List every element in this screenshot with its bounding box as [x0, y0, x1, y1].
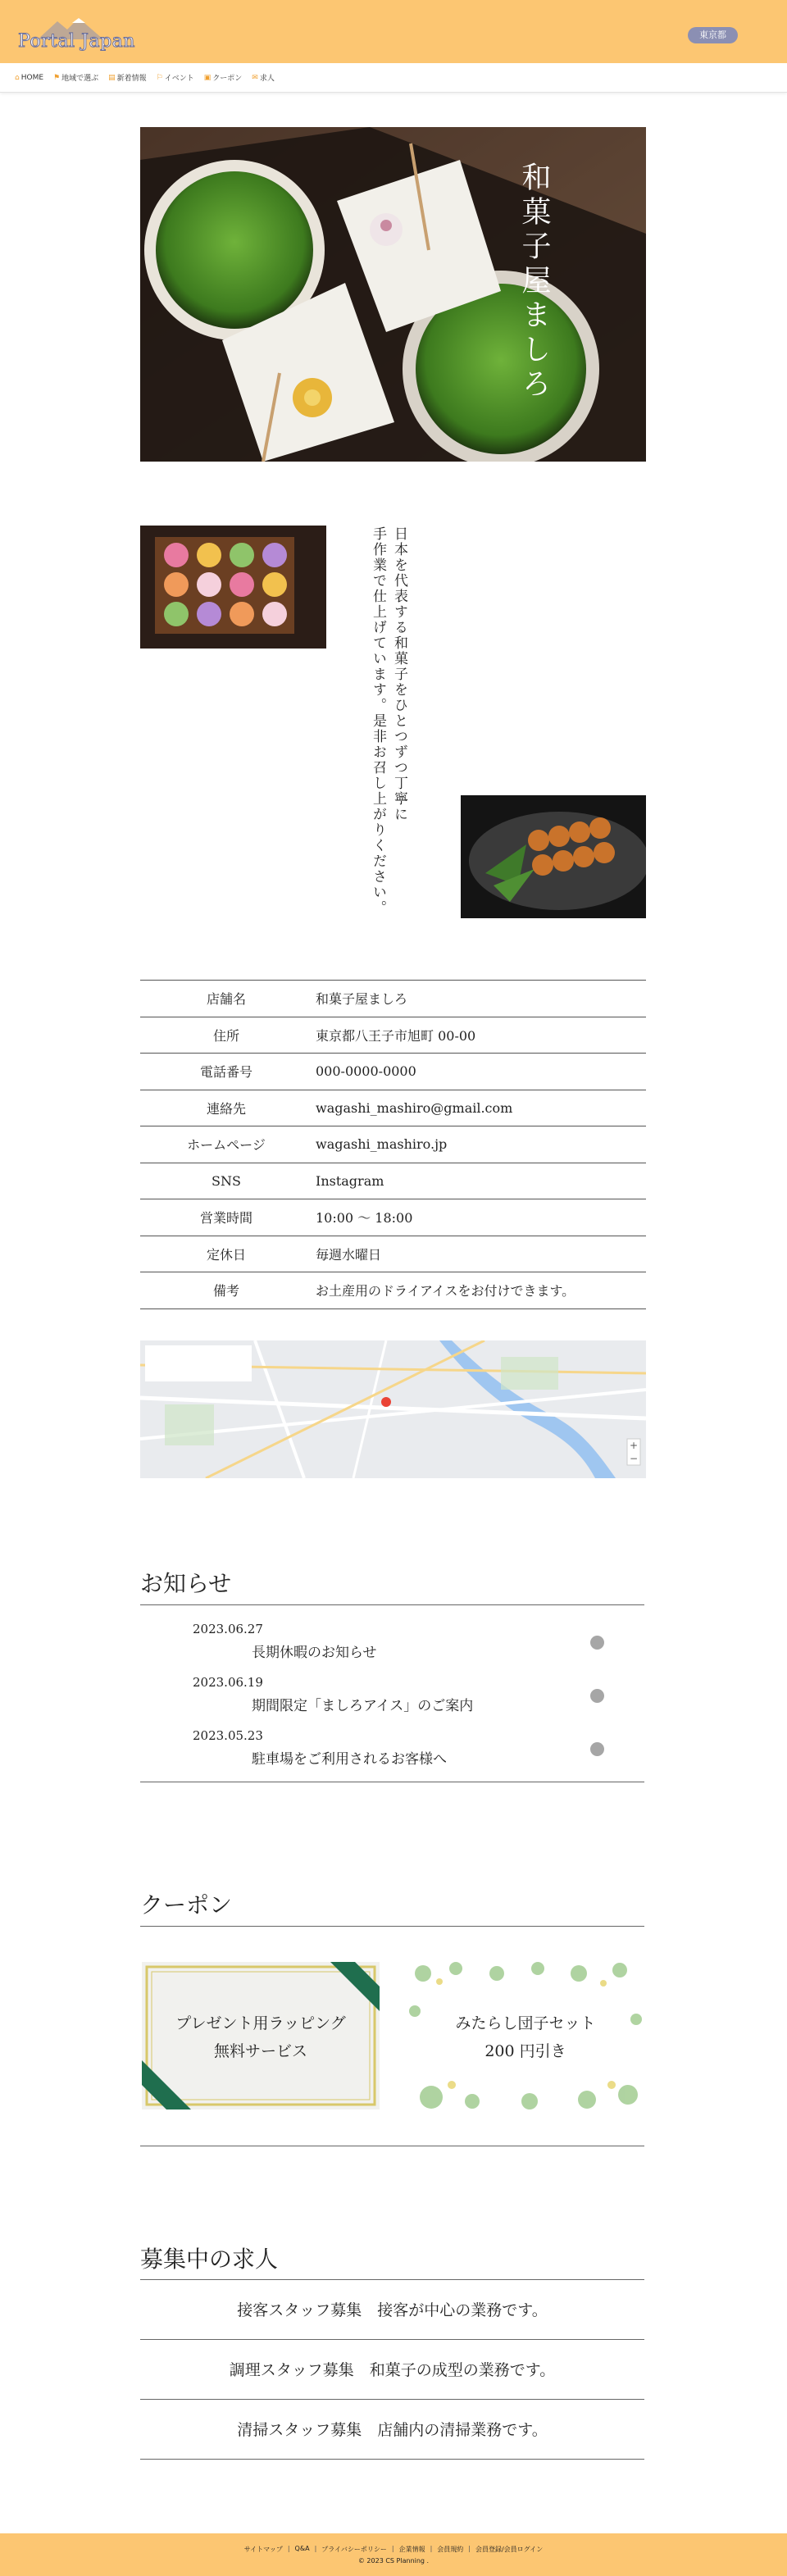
table-row: [140, 1017, 646, 1054]
news-title-rule: [140, 1604, 644, 1605]
shop-info-key: 定休日: [206, 1246, 246, 1263]
nav-home[interactable]: [15, 74, 43, 82]
nav-label: クーポン: [212, 75, 243, 83]
table-row: [140, 981, 646, 1017]
footer-separator: |: [314, 2545, 317, 2552]
dango-image: [461, 795, 646, 918]
table-row: [140, 1126, 646, 1163]
shop-info-value[interactable]: wagashi_mashiro.jp: [316, 1136, 448, 1153]
site-footer: [0, 2533, 787, 2576]
table-row: [140, 1199, 646, 1236]
coupon-line-1: みたらし団子セット: [455, 2014, 596, 2032]
nav-area[interactable]: [53, 72, 98, 83]
shop-intro: [367, 526, 410, 928]
footer-link-privacy[interactable]: プライバシーポリシー: [321, 2546, 387, 2553]
news-arrow-dot-icon: [590, 1689, 604, 1703]
prefecture-selector[interactable]: 東京都: [688, 27, 738, 43]
footer-link-sitemap[interactable]: サイトマップ: [243, 2546, 283, 2553]
news-item[interactable]: [193, 1675, 603, 1724]
hero-title: 和菓子屋ましろ: [517, 162, 551, 403]
job-listing[interactable]: [140, 2280, 644, 2340]
news-title: 期間限定「ましろアイス」のご案内: [252, 1698, 474, 1714]
nav-label: HOME: [20, 73, 44, 82]
footer-link-qa[interactable]: Q&A: [294, 2545, 310, 2552]
coupon-card-dango[interactable]: [407, 1962, 644, 2109]
table-row: [140, 1163, 646, 1199]
footer-link-company[interactable]: 企業情報: [398, 2546, 425, 2553]
coupon-line-1: プレゼント用ラッピング: [175, 2014, 346, 2032]
shop-info-key: 住所: [212, 1027, 239, 1044]
footer-separator: |: [287, 2545, 290, 2552]
footer-separator: |: [391, 2545, 394, 2552]
table-row: [140, 1054, 646, 1090]
matcha-wagashi-photo: [140, 127, 646, 462]
footer-separator: |: [468, 2545, 471, 2552]
intro-line-1: 日本を代表する和菓子をひとつずつ丁寧に: [391, 526, 407, 822]
shop-info-value: 和菓子屋ましろ: [316, 991, 408, 1008]
briefcase-icon: ✉: [252, 73, 258, 82]
nav-label: 求人: [259, 75, 275, 83]
footer-links: [0, 2533, 787, 2554]
shop-info-key: SNS: [212, 1172, 241, 1189]
ticket-icon: ▣: [203, 73, 212, 82]
jobs-section-title: 募集中の求人: [140, 2246, 279, 2273]
map-pin-icon: ⚑: [53, 73, 61, 82]
job-text: 接客スタッフ募集 接客が中心の業務です。: [237, 2301, 548, 2319]
wagashi-box-photo: [140, 526, 326, 649]
news-item[interactable]: [193, 1728, 603, 1777]
nav-label: イベント: [164, 75, 194, 83]
home-icon: ⌂: [15, 73, 20, 82]
nav-event[interactable]: [157, 72, 194, 83]
job-listing[interactable]: [140, 2340, 644, 2400]
shop-info-value: 毎週水曜日: [316, 1246, 382, 1263]
map-image: [140, 1340, 646, 1478]
job-listing[interactable]: [140, 2400, 644, 2460]
shop-info-value: 10:00 ～ 18:00: [316, 1210, 413, 1227]
table-row: [140, 1272, 646, 1309]
coupon-title-rule: [140, 1926, 644, 1927]
news-date: 2023.06.27: [193, 1622, 263, 1636]
footer-link-login[interactable]: 会員登録/会員ログイン: [475, 2546, 544, 2553]
news-title: 長期休暇のお知らせ: [252, 1645, 377, 1661]
nav-news[interactable]: [108, 72, 147, 83]
flag-icon: ⚐: [156, 73, 163, 82]
nav-label: 新着情報: [116, 75, 147, 83]
coupon-line-2: 200 円引き: [484, 2042, 566, 2060]
news-icon: ▤: [108, 73, 116, 82]
footer-separator: |: [430, 2545, 433, 2552]
news-date: 2023.06.19: [193, 1675, 263, 1690]
svg-text:−: −: [629, 1453, 639, 1464]
shop-info-key: 連絡先: [206, 1100, 246, 1117]
shop-info-table: [140, 980, 646, 1309]
news-arrow-dot-icon: [590, 1742, 604, 1756]
nav-coupon[interactable]: [204, 72, 243, 83]
copyright: © 2023 CS Planning .: [357, 2557, 430, 2565]
site-header: [0, 0, 787, 63]
shop-info-value: お土産用のドライアイスをお付けできます。: [316, 1283, 575, 1299]
hero-image: [140, 127, 646, 462]
news-section-title: お知らせ: [140, 1570, 232, 1597]
news-arrow-dot-icon: [590, 1636, 604, 1650]
shop-info-key: 店舗名: [206, 991, 246, 1008]
logo-text: Portal Japan: [18, 31, 135, 52]
embedded-map[interactable]: [140, 1340, 646, 1478]
shop-info-key: 電話番号: [199, 1064, 252, 1081]
shop-info-value[interactable]: wagashi_mashiro@gmail.com: [316, 1099, 513, 1116]
news-item[interactable]: [193, 1622, 603, 1671]
news-title: 駐車場をご利用されるお客様へ: [252, 1751, 447, 1768]
dango-photo: [461, 795, 646, 918]
shop-info-key: ホームページ: [187, 1137, 266, 1154]
job-text: 清掃スタッフ募集 店舗内の清掃業務です。: [237, 2421, 548, 2439]
news-date: 2023.05.23: [193, 1728, 263, 1743]
nav-jobs[interactable]: [252, 72, 275, 83]
shop-info-value: 000-0000-0000: [316, 1063, 416, 1080]
site-logo[interactable]: [15, 11, 141, 52]
shop-info-key: 備考: [212, 1283, 239, 1299]
coupon-text: [407, 2009, 644, 2065]
shop-info-value: 東京都八王子市旭町 00-00: [316, 1027, 476, 1044]
coupon-section-title: クーポン: [140, 1891, 233, 1918]
footer-link-terms[interactable]: 会員規約: [437, 2546, 464, 2553]
table-row: [140, 1090, 646, 1126]
table-row: [140, 1236, 646, 1272]
nav-label: 地域で選ぶ: [61, 75, 99, 83]
job-text: 調理スタッフ募集 和菓子の成型の業務です。: [229, 2361, 556, 2379]
main-nav: [0, 63, 787, 93]
coupon-text: [142, 2009, 380, 2065]
svg-text:+: +: [629, 1440, 639, 1451]
shop-info-key: 営業時間: [199, 1210, 252, 1227]
wagashi-box-image: [140, 526, 326, 649]
intro-line-2: 手作業で仕上げています。是非お召し上がりください。: [370, 526, 386, 916]
shop-info-value[interactable]: Instagram: [316, 1172, 384, 1189]
coupon-line-2: 無料サービス: [213, 2042, 307, 2060]
coupon-card-wrapping[interactable]: [142, 1962, 380, 2109]
